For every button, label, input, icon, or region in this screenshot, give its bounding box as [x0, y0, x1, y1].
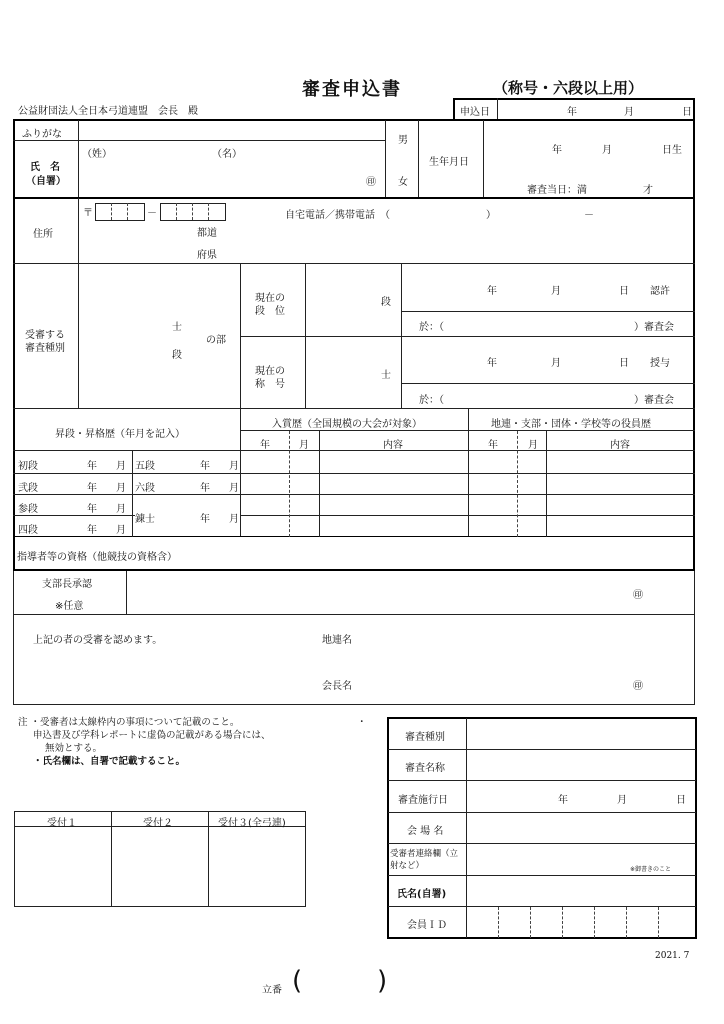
rt-venue-input[interactable] [470, 815, 690, 839]
rank-month: 月 [229, 461, 239, 472]
form-title: 審査申込書 [302, 79, 402, 100]
postal-dash: － [147, 208, 157, 219]
rank-year: 年 [200, 461, 210, 472]
dan-date-day: 日 [619, 286, 629, 297]
note-line-3: 無効とする。 [45, 743, 103, 754]
phone-dash: － [584, 210, 594, 221]
rank-year: 年 [87, 504, 97, 515]
current-title-unit: 士 [381, 370, 391, 381]
rank-renshi: 錬士 [135, 514, 155, 525]
rank-sandan: 参段 [18, 504, 38, 515]
birthdate-label: 生年月日 [429, 157, 469, 168]
form-subtitle: （称号・六段以上用） [493, 79, 644, 97]
note-line-4: ・氏名欄は、自署で記載すること。 [33, 756, 186, 767]
phone-input[interactable] [410, 203, 480, 219]
current-dan-unit: 段 [381, 297, 391, 308]
dan-date-year: 年 [487, 286, 497, 297]
title-date-month: 月 [551, 358, 561, 369]
current-dan-input[interactable] [310, 285, 375, 307]
given-name-label: （名） [212, 149, 242, 160]
rank-month: 月 [116, 525, 126, 536]
current-dan-label-1: 現在の [255, 293, 285, 304]
apply-year-field[interactable] [498, 101, 558, 117]
dan-date-month: 月 [551, 286, 561, 297]
current-title-label-1: 現在の [255, 366, 285, 377]
note-dot: ・ [357, 717, 367, 728]
rt-contact-input[interactable] [470, 847, 690, 871]
rank-month: 月 [229, 483, 239, 494]
officer-year-header: 年 [488, 440, 498, 451]
rank-year: 年 [200, 483, 210, 494]
award-content-header: 内容 [383, 440, 403, 451]
birth-year-label: 年 [552, 145, 562, 156]
reception-2-label: 受付２ [143, 818, 173, 829]
rt-exam-date-label: 審査施行日 [398, 795, 448, 806]
title-venue-open: 於：（ [419, 395, 444, 406]
award-year-header: 年 [260, 440, 270, 451]
phone-label: 自宅電話／携帯電話 （ [285, 210, 390, 221]
apply-day-label: 日 [682, 107, 692, 118]
award-month-header: 月 [299, 440, 309, 451]
rt-contact-note: ※御書きのこと [630, 866, 672, 873]
rt-exam-type-input[interactable] [470, 722, 690, 746]
address-input[interactable] [240, 225, 680, 257]
award-history-label: 入賞歴（全国規模の大会が対象） [272, 419, 422, 430]
dan-venue-open: 於：（ [419, 322, 444, 333]
version-label: 2021. 7 [655, 951, 690, 961]
exam-type-label-2: 審査種別 [25, 343, 65, 354]
current-title-label-2: 称 号 [255, 379, 285, 390]
president-label: 会長名 [322, 681, 352, 692]
apply-date-label: 申込日 [460, 107, 490, 118]
todo-label: 都道 [197, 228, 217, 239]
president-input[interactable] [365, 673, 625, 691]
address-label: 住所 [33, 229, 53, 240]
male-option[interactable]: 男 [398, 135, 408, 146]
postal-code-first[interactable] [95, 203, 145, 221]
birthdate-input[interactable] [490, 135, 688, 155]
qualification-input[interactable] [200, 541, 680, 565]
rt-year: 年 [558, 795, 568, 806]
name-sign-label: （自署） [26, 176, 66, 187]
rank-month: 月 [229, 514, 239, 525]
current-title-input[interactable] [310, 358, 375, 380]
rank-history-label: 昇段・昇格歴（年月を記入） [55, 429, 185, 440]
branch-optional-label: ※任意 [55, 601, 84, 612]
age-unit-label: 才 [643, 185, 653, 196]
exam-type-label-1: 受審する [25, 330, 65, 341]
title-granted-label: 授与 [650, 358, 670, 369]
postal-mark: 〒 [83, 208, 93, 219]
phone-close: ） [486, 210, 496, 221]
current-dan-label-2: 段 位 [255, 306, 285, 317]
rt-contact-label: 受審者連絡欄（立射など） [390, 849, 459, 871]
officer-month-header: 月 [528, 440, 538, 451]
female-option[interactable]: 女 [398, 177, 408, 188]
branch-approval-label: 支部長承認 [42, 579, 92, 590]
exam-bu-label: の部 [206, 335, 226, 346]
rank-year: 年 [87, 483, 97, 494]
dan-approved-label: 認許 [650, 286, 670, 297]
rt-member-id-label: 会員ＩＤ [407, 920, 447, 931]
rank-month: 月 [116, 461, 126, 472]
rank-month: 月 [116, 504, 126, 515]
surname-label: （姓） [82, 149, 112, 160]
dan-venue-input[interactable] [460, 315, 630, 331]
rank-month: 月 [116, 483, 126, 494]
president-seal-mark: ㊞ [633, 681, 643, 692]
name-input[interactable] [82, 160, 362, 190]
rank-godan: 五段 [135, 461, 155, 472]
officer-history-label: 地連・支部・団体・学校等の役員歴 [491, 419, 651, 430]
rt-venue-label: 会 場 名 [407, 826, 444, 837]
rt-member-id-input[interactable] [470, 910, 690, 934]
branch-approval-input[interactable] [135, 578, 615, 608]
dan-venue-close: ）審査会 [634, 322, 674, 333]
exam-shi-label: 士 [172, 322, 182, 333]
rank-nidan: 弐段 [18, 483, 38, 494]
rt-exam-name-input[interactable] [470, 753, 690, 777]
rt-month: 月 [617, 795, 627, 806]
apply-month-label: 月 [624, 107, 634, 118]
branch-seal-mark: ㊞ [633, 590, 643, 601]
number-input[interactable] [305, 975, 375, 997]
rt-exam-type-label: 審査種別 [405, 732, 445, 743]
number-bracket-right: ) [377, 966, 388, 996]
title-venue-close: ）審査会 [634, 395, 674, 406]
rank-yondan: 四段 [18, 525, 38, 536]
birth-day-label: 日生 [662, 145, 682, 156]
exam-dan-label: 段 [172, 350, 182, 361]
title-date-year: 年 [487, 358, 497, 369]
exam-type-input[interactable] [90, 310, 168, 360]
title-date-day: 日 [619, 358, 629, 369]
rt-name-input[interactable] [470, 878, 690, 902]
note-line-1: 注 ・受審者は太線枠内の事項について記載のこと。 [18, 717, 240, 728]
chiren-input[interactable] [365, 627, 625, 645]
rank-year: 年 [87, 525, 97, 536]
number-label: 立番 [262, 985, 282, 996]
title-venue-input[interactable] [460, 388, 630, 404]
rt-name-label: 氏名(自署) [397, 889, 447, 900]
name-label: 氏 名 [30, 162, 60, 173]
furigana-label: ふりがな [22, 129, 62, 140]
rt-day: 日 [676, 795, 686, 806]
chiren-label: 地連名 [322, 635, 352, 646]
rank-year: 年 [200, 514, 210, 525]
apply-year-label: 年 [567, 107, 577, 118]
approval-text: 上記の者の受審を認めます。 [33, 635, 163, 646]
age-label: 審査当日：満 [527, 185, 587, 196]
reception-3-label: 受付３(全弓連) [218, 818, 286, 829]
rank-rokudan: 六段 [135, 483, 155, 494]
officer-content-header: 内容 [610, 440, 630, 451]
furigana-input[interactable] [80, 122, 380, 138]
qualification-label: 指導者等の資格（他競技の資格含） [17, 552, 177, 563]
birth-month-label: 月 [602, 145, 612, 156]
addressee-line: 公益財団法人全日本弓道連盟 会長 殿 [18, 106, 198, 117]
rt-exam-name-label: 審査名称 [405, 763, 445, 774]
postal-code-second[interactable] [160, 203, 226, 221]
fuken-label: 府県 [197, 250, 217, 261]
rank-shodan: 初段 [18, 461, 38, 472]
number-bracket-left: ( [292, 966, 303, 996]
reception-1-label: 受付１ [47, 818, 77, 829]
note-line-2: 申込書及び学科レポートに虚偽の記載がある場合には、 [33, 730, 271, 741]
rank-year: 年 [87, 461, 97, 472]
name-seal-mark: ㊞ [366, 177, 376, 188]
